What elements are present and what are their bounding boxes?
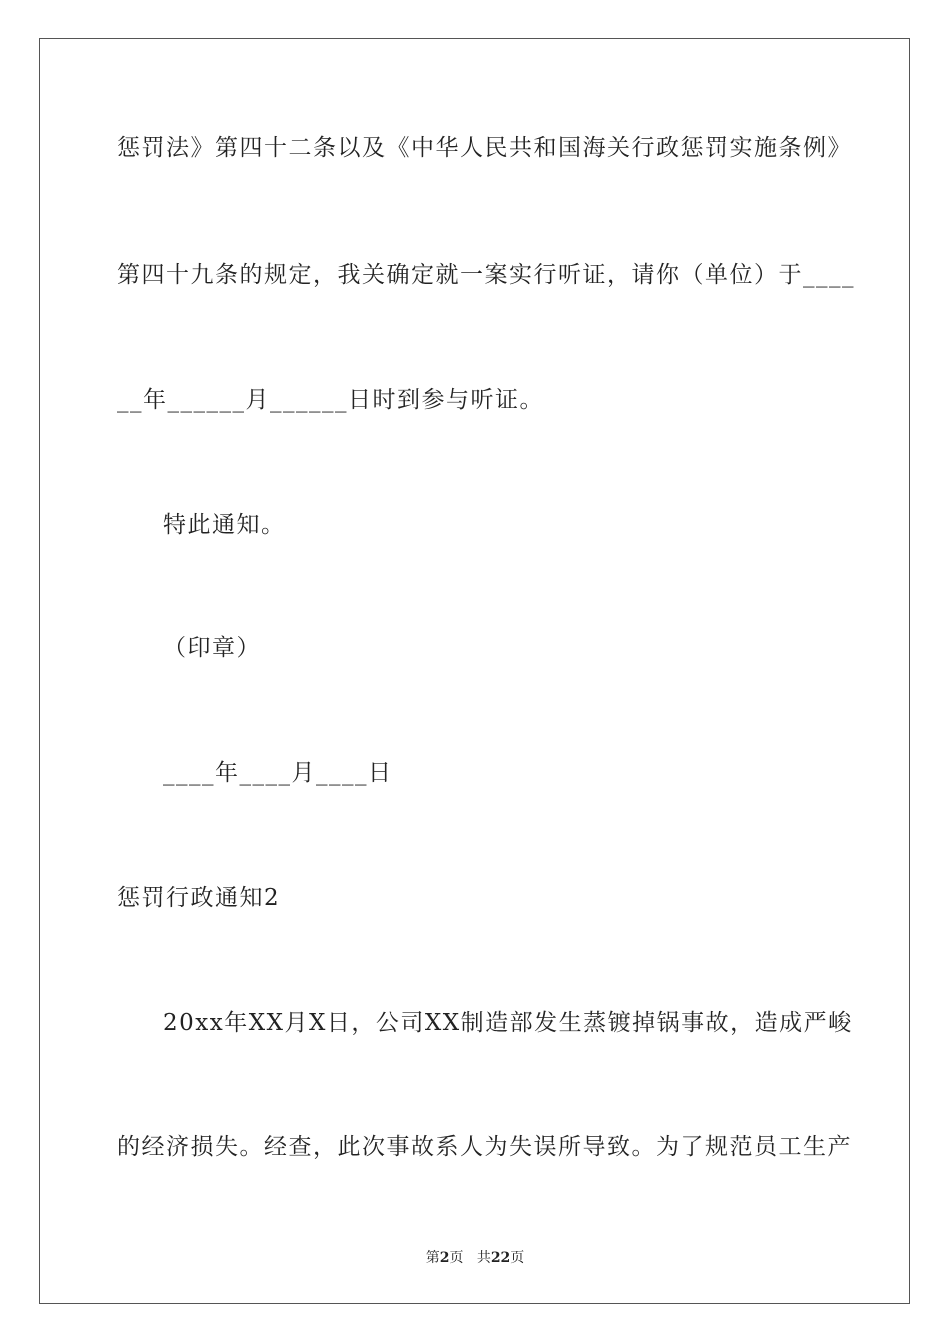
page-suffix: 页 bbox=[449, 1250, 464, 1266]
body-line-5: 的经济损失。经查，此次事故系人为失误所导致。为了规范员工生产 bbox=[117, 1134, 852, 1160]
body-line-1: 惩罚法》第四十二条以及《中华人民共和国海关行政惩罚实施条例》 bbox=[117, 135, 852, 161]
date-blank: ____年____月____日 bbox=[163, 760, 393, 786]
closing-notice: 特此通知。 bbox=[163, 512, 286, 538]
page-border bbox=[39, 38, 910, 1304]
page-footer bbox=[0, 1247, 950, 1267]
body-line-2: 第四十九条的规定，我关确定就一案实行听证，请你（单位）于____ bbox=[117, 262, 855, 288]
total-pages: 22 bbox=[490, 1250, 511, 1266]
section-heading: 惩罚行政通知2 bbox=[117, 885, 281, 911]
seal-placeholder: （印章） bbox=[163, 635, 261, 661]
page-prefix: 第 bbox=[425, 1250, 440, 1266]
total-prefix: 共 bbox=[476, 1250, 491, 1266]
page-number: 2 bbox=[439, 1250, 450, 1266]
total-suffix: 页 bbox=[510, 1250, 525, 1266]
body-line-4: 20xx年XX月X日，公司XX制造部发生蒸镀掉锅事故，造成严峻 bbox=[163, 1010, 853, 1036]
body-line-3: __年______月______日时到参与听证。 bbox=[117, 387, 544, 413]
